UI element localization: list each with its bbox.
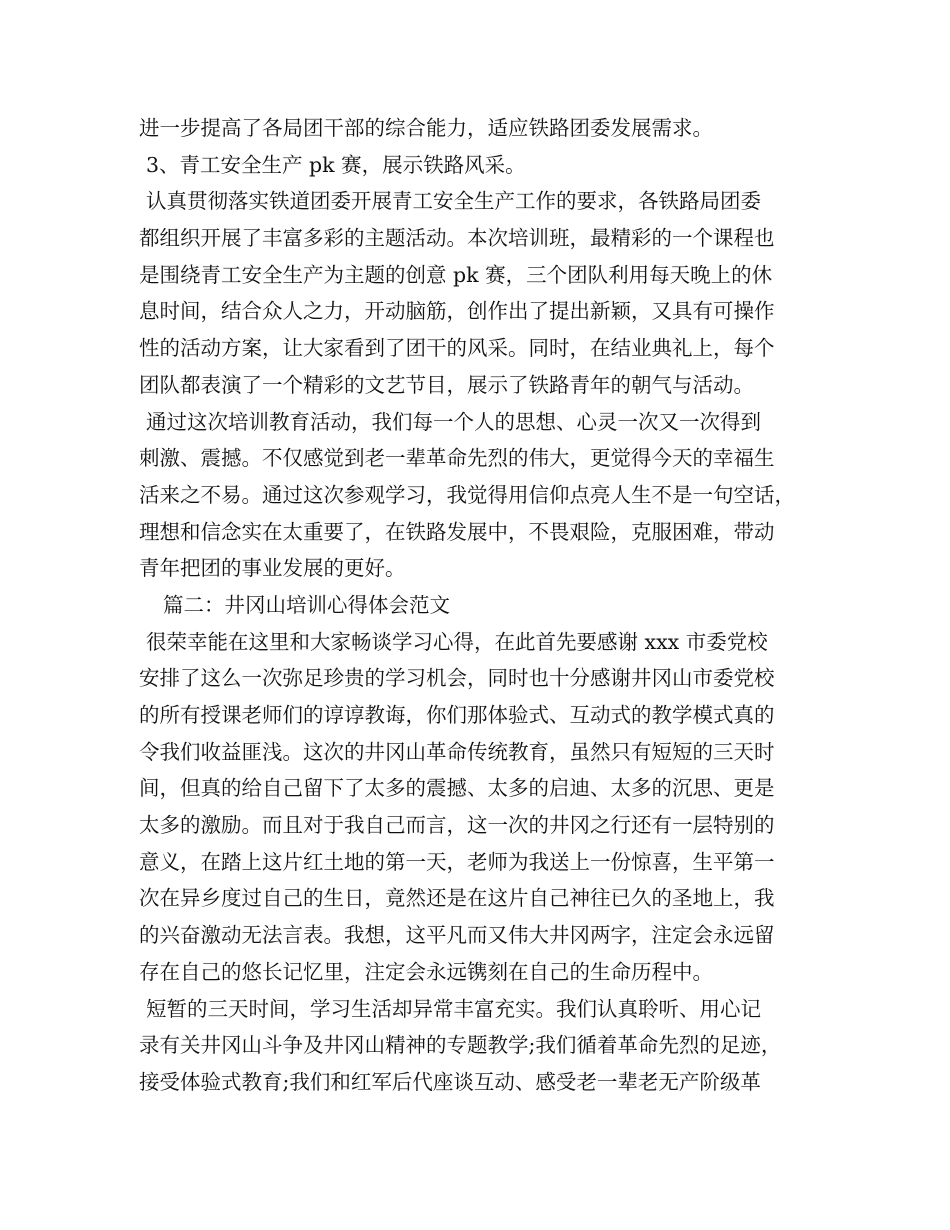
text-line: 青年把团的事业发展的更好。: [139, 556, 406, 581]
text-line: 息时间，结合众人之力，开动脑筋，创作出了提出新颖，又具有可操作: [139, 299, 775, 324]
text-line: 存在自己的悠长记忆里，注定会永远镌刻在自己的生命历程中。: [139, 959, 713, 984]
text-line: 性的活动方案，让大家看到了团干的风采。同时，在结业典礼上，每个: [139, 336, 775, 361]
text-line: 安排了这么一次弥足珍贵的学习机会，同时也十分感谢井冈山市委党校: [139, 666, 775, 691]
text-line: 令我们收益匪浅。这次的井冈山革命传统教育，虽然只有短短的三天时: [139, 739, 775, 764]
document-body: [139, 110, 819, 1101]
text-line: 录有关井冈山斗争及井冈山精神的专题教学;我们循着革命先烈的足迹，: [139, 1033, 782, 1058]
text-line: 的所有授课老师们的谆谆教诲，你们那体验式、互动式的教学模式真的: [139, 703, 775, 727]
section-heading: 3、青工安全生产 pk 赛，展示铁路风采。: [146, 152, 526, 177]
text-line: 是围绕青工安全生产为主题的创意 pk 赛，三个团队利用每天晚上的休: [139, 262, 773, 287]
text-line: 短暂的三天时间，学习生活却异常丰富充实。我们认真聆听、用心记: [146, 996, 761, 1021]
article-heading: 篇二：井冈山培训心得体会范文: [163, 592, 450, 617]
text-line: 太多的激励。而且对于我自己而言，这一次的井冈之行还有一层特别的: [139, 813, 775, 838]
text-line: 间，但真的给自己留下了太多的震撼、太多的启迪、太多的沉思、更是: [139, 776, 775, 801]
text-line: 通过这次培训教育活动，我们每一个人的思想、心灵一次又一次得到: [146, 409, 761, 434]
text-line: 认真贯彻落实铁道团委开展青工安全生产工作的要求，各铁路局团委: [146, 189, 761, 214]
text-line: 次在异乡度过自己的生日，竟然还是在这片自己神往已久的圣地上，我: [139, 886, 775, 911]
text-line: 的兴奋激动无法言表。我想，这平凡而又伟大井冈两字，注定会永远留: [139, 923, 775, 948]
text-line: 接受体验式教育;我们和红军后代座谈互动、感受老一辈老无产阶级革: [139, 1069, 761, 1094]
text-line: 刺激、震撼。不仅感觉到老一辈革命先烈的伟大，更觉得今天的幸福生: [139, 446, 775, 471]
text-line: 团队都表演了一个精彩的文艺节目，展示了铁路青年的朝气与活动。: [139, 372, 754, 397]
text-line: 很荣幸能在这里和大家畅谈学习心得，在此首先要感谢 xxx 市委党校: [146, 629, 768, 654]
text-line: 活来之不易。通过这次参观学习，我觉得用信仰点亮人生不是一句空话，: [139, 482, 795, 507]
text-line: 理想和信念实在太重要了，在铁路发展中，不畏艰险，克服困难，带动: [139, 519, 775, 544]
text-line: 意义，在踏上这片红土地的第一天，老师为我送上一份惊喜，生平第一: [139, 849, 775, 874]
text-line: 都组织开展了丰富多彩的主题活动。本次培训班，最精彩的一个课程也: [139, 226, 775, 251]
text-line: 进一步提高了各局团干部的综合能力，适应铁路团委发展需求。: [139, 116, 713, 140]
